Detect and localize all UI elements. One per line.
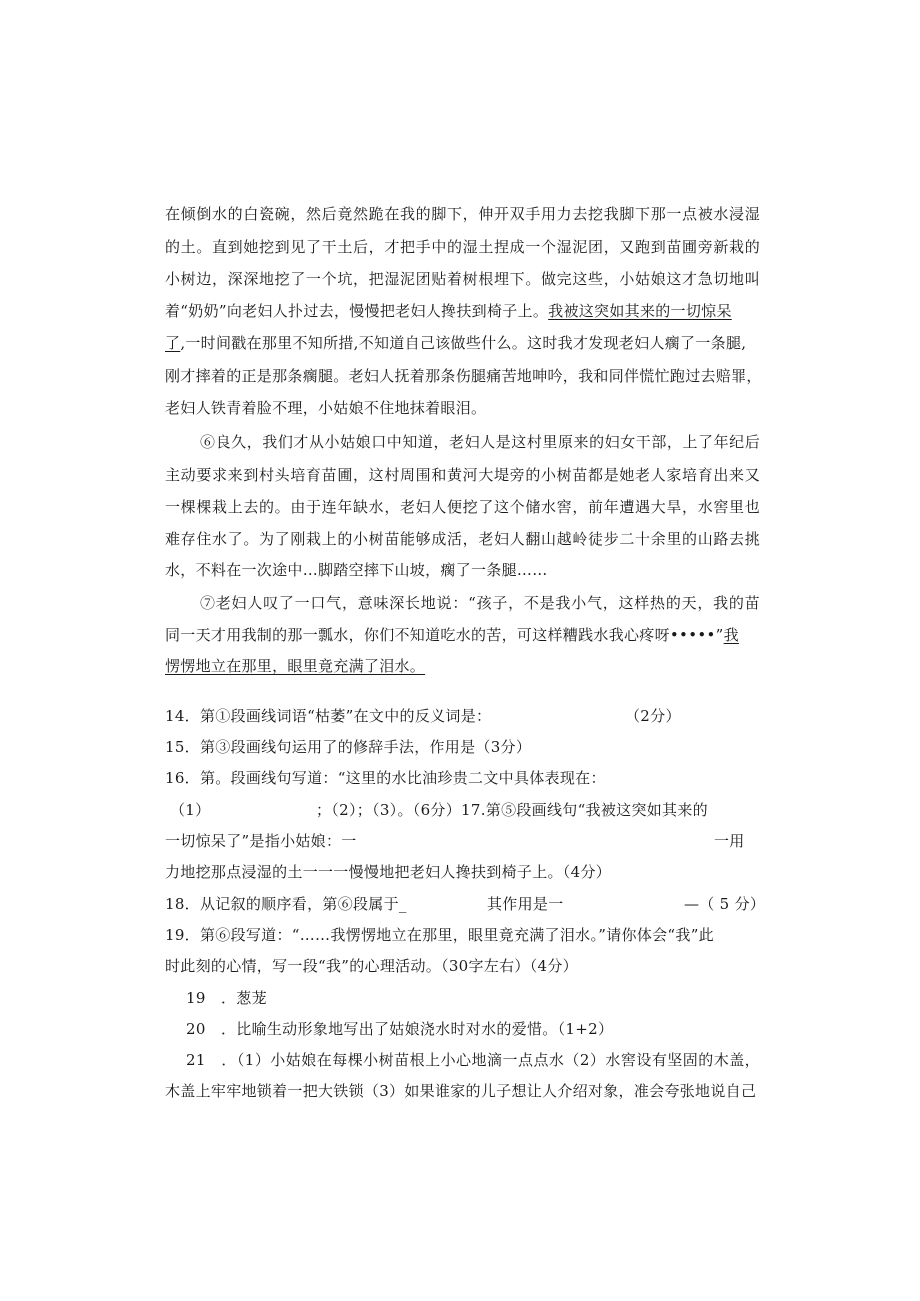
question-19: 19．第⑥段写道：“……我愣愣地立在那里，眼里竟充满了泪水。”请你体会“我”此 xyxy=(165,926,714,944)
answer-21: 21 ．（1）小姑娘在每棵小树苗根上小心地滴一点点水（2）水窖设有坚固的木盖， xyxy=(186,1051,760,1069)
question-19-line-2: 时此刻的心情，写一段“我”的心理活动。（30字左右）（4分） xyxy=(165,957,578,975)
question-18: 18．从记叙的顺序看，第⑥段属于_ xyxy=(165,895,407,913)
question-18-purpose: 其作用是一 xyxy=(487,895,564,913)
passage-text: 着“奶奶”向老妇人扑过去，慢慢把老妇人搀扶到椅子上。 xyxy=(165,302,549,320)
passage-text: 同一天才用我制的那一瓢水，你们不知道吃水的苦，可这样糟践水我心疼呀•••••” xyxy=(165,626,724,644)
answer-21-line-2: 木盖上牢牢地锁着一把大铁锁（3）如果谁家的儿子想让人介绍对象，准会夸张地说自己 xyxy=(165,1082,757,1100)
underlined-sentence: 我 xyxy=(723,626,739,644)
paragraph-6-line: 主动要求来到村头培育苗圃，这村周围和黄河大堤旁的小树苗都是她老人家培育出来又 xyxy=(165,466,760,484)
question-17-line-2: 力地挖那点浸湿的土一一一慢慢地把老妇人搀扶到椅子上。（4分） xyxy=(165,863,612,881)
question-14: 14．第①段画线词语“枯萎”在文中的反义词是： xyxy=(165,707,492,725)
paragraph-7-line: ⑦老妇人叹了一口气，意味深长地说：“孩子，不是我小气，这样热的天，我的苗 xyxy=(200,594,760,612)
paragraph-7-line xyxy=(165,656,760,676)
paragraph-6-line: 难存住水了。为了刚栽上的小树苗能够成活，老妇人翻山越岭徒步二十余里的山路去挑 xyxy=(165,530,760,548)
underlined-sentence-end: 愣愣地立在那里，眼里竟充满了泪水。 xyxy=(165,657,426,675)
question-17-continued: 一用 xyxy=(714,832,745,850)
passage-line: 的土。直到她挖到见了干土后，才把手中的湿土捏成一个湿泥团，又跑到苗圃旁新栽的 xyxy=(165,238,760,256)
paragraph-6-line: 一棵棵栽上去的。由于连年缺水，老妇人便挖了这个储水窖，前年遭遇大旱，水窖里也 xyxy=(165,498,760,516)
passage-line: 老妇人铁青着脸不理，小姑娘不住地抹着眼泪。 xyxy=(165,399,487,417)
question-16-blank-1: （1） xyxy=(170,801,211,819)
paragraph-7-line xyxy=(165,625,760,645)
answer-20: 20 ．比喻生动形象地写出了姑娘浇水时对水的爱惜。（1+2） xyxy=(186,1020,614,1038)
passage-text: ,一时间戳在那里不知所措,不知道自己该做些什么。这时我才发现老妇人瘸了一条腿, xyxy=(180,334,747,352)
answer-19: 19 ．葱茏 xyxy=(186,989,267,1007)
passage-line: 刚才摔着的正是那条瘸腿。老妇人抚着那条伤腿痛苦地呻吟，我和同伴慌忙跑过去赔罪， xyxy=(165,367,762,385)
passage-line xyxy=(165,333,760,353)
passage-line xyxy=(165,301,760,321)
question-14-score: （2分） xyxy=(625,707,681,725)
paragraph-6-line: 水，不料在一次途中…脚踏空摔下山坡，瘸了一条腿…… xyxy=(165,561,548,579)
question-17: 一切惊呆了”是指小姑娘：一 xyxy=(165,832,357,850)
question-18-score: —（ 5 分） xyxy=(684,895,766,913)
underlined-sentence: 我被这突如其来的一切惊呆 xyxy=(548,302,732,320)
question-15: 15．第③段画线句运用了的修辞手法，作用是（3分） xyxy=(165,738,532,756)
question-16-blanks: ；（2）；（3）。（6分）17.第⑤段画线句“我被这突如其来的 xyxy=(316,801,708,819)
passage-line: 在倾倒水的白瓷碗，然后竟然跪在我的脚下，伸开双手用力去挖我脚下那一点被水浸湿 xyxy=(165,205,760,223)
passage-line: 小树边，深深地挖了一个坑，把湿泥团贴着树根埋下。做完这些，小姑娘这才急切地叫 xyxy=(165,270,760,288)
underlined-sentence-end: 了 xyxy=(165,334,181,352)
paragraph-6-line: ⑥良久，我们才从小姑娘口中知道，老妇人是这村里原来的妇女干部，上了年纪后 xyxy=(200,433,760,451)
question-16: 16．第。段画线句写道：“这里的水比油珍贵二文中具体表现在： xyxy=(165,769,606,787)
